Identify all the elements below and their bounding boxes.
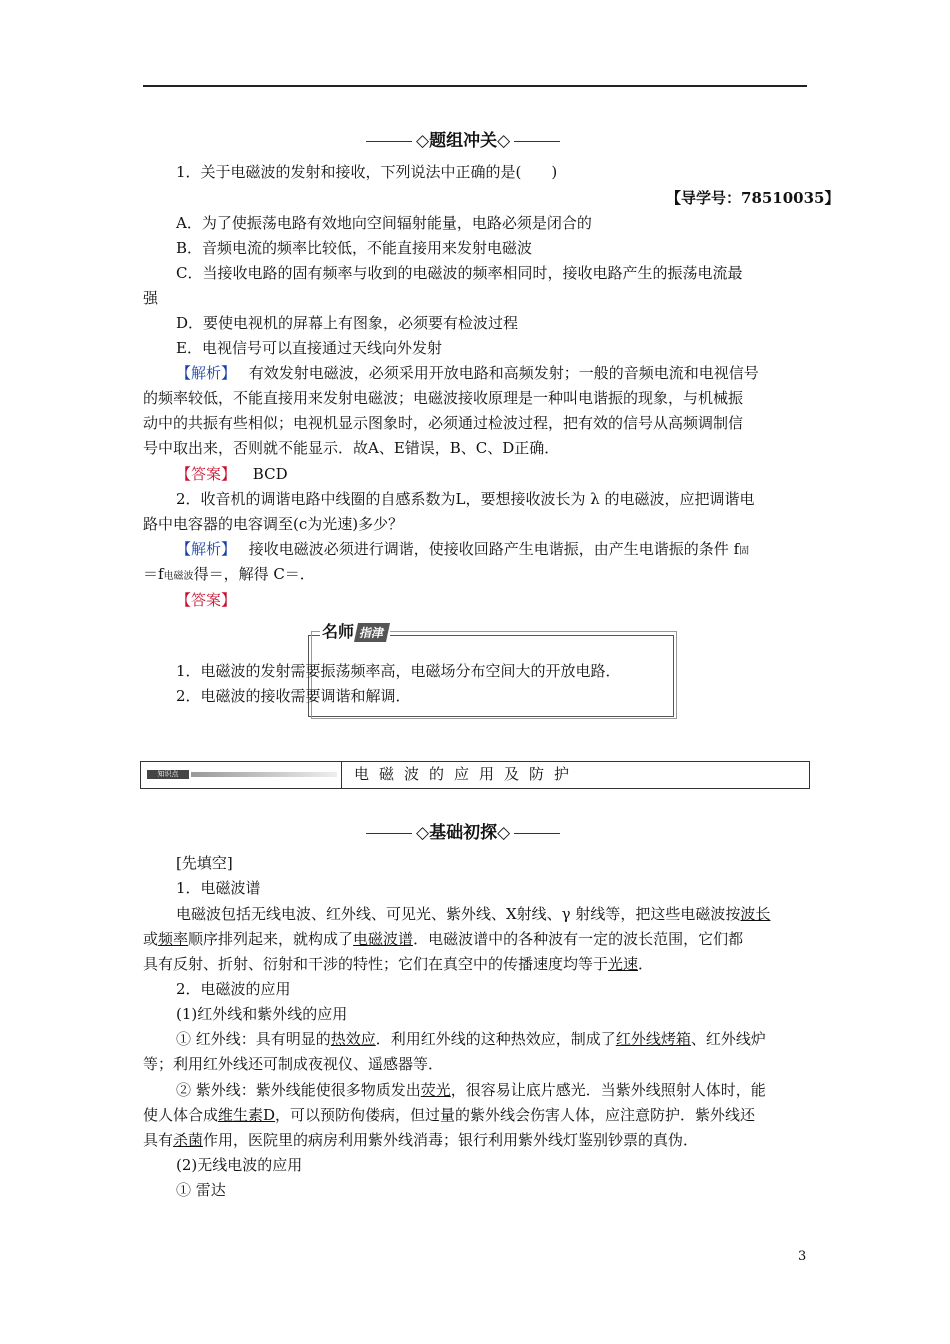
q2-analysis-line-1 xyxy=(176,539,749,562)
heading-dash-left xyxy=(366,833,412,834)
para-ir-line-2: 等；利用红外线还可制成夜视仪、遥感器等． xyxy=(143,1055,444,1073)
q1-analysis-line-1 xyxy=(176,363,759,383)
q2-analysis-line-2 xyxy=(143,564,315,587)
knowledge-point-label-area xyxy=(141,762,342,788)
blank-answer: 光速 xyxy=(608,955,639,973)
text: 、红外线炉 xyxy=(690,1030,766,1048)
q2-stem-line-2: 路中电容器的电容调至(c为光速)多少？ xyxy=(143,515,404,533)
para-uv-line-2 xyxy=(143,1105,755,1125)
q1-answer-label: 【答案】 xyxy=(176,465,237,483)
para-uv-line-3 xyxy=(143,1130,698,1150)
section-title: 题组冲关 xyxy=(429,131,498,151)
text: ． xyxy=(638,955,654,973)
q2-analysis-subscript: 固 xyxy=(739,546,750,557)
text: ，可以预防佝偻病，但过量的紫外线会伤害人体，应注意防护．紫外线还 xyxy=(275,1106,756,1124)
q1-option-e: E．电视信号可以直接通过天线向外发射 xyxy=(176,339,442,357)
q1-analysis-text: 有效发射电磁波，必须采用开放电路和高频发射；一般的音频电流和电视信号 xyxy=(248,364,759,382)
item-radar: ① 雷达 xyxy=(176,1181,226,1199)
teacher-tip-badge xyxy=(320,619,390,642)
q1-answer-value: BCD xyxy=(252,465,288,483)
blank-answer: 电磁波谱 xyxy=(353,930,414,948)
q2-stem-line-1: 2．收音机的调谐电路中线圈的自感系数为L，要想接收波长为 λ 的电磁波，应把调谐电 xyxy=(176,490,755,508)
q1-option-d: D．要使电视机的屏幕上有图象，必须要有检波过程 xyxy=(176,314,519,332)
q1-option-b: B．音频电流的频率比较低，不能直接用来发射电磁波 xyxy=(176,239,533,257)
heading-dash-right xyxy=(514,141,560,142)
q1-option-c-cont: 强 xyxy=(143,289,159,307)
text: 使人体合成 xyxy=(143,1106,219,1124)
text: 具有反射、折射、衍射和干涉的特性；它们在真空中的传播速度均等于 xyxy=(143,955,609,973)
fill-in-label: [先填空] xyxy=(176,854,233,872)
text: 作用，医院里的病房利用紫外线消毒；银行利用紫外线灯鉴别钞票的真伪． xyxy=(203,1131,699,1149)
para-ir-line-1 xyxy=(176,1029,766,1049)
q2-analysis-subscript-2: 电磁波 xyxy=(163,571,194,582)
q2-analysis-label: 【解析】 xyxy=(176,540,237,558)
heading-em-applications: 2．电磁波的应用 xyxy=(176,980,291,998)
header-rule xyxy=(143,85,807,87)
para-spectrum-line-3 xyxy=(143,954,653,974)
q1-ref-number: 【导学号：78510035】 xyxy=(666,189,840,207)
q1-analysis-line-2: 的频率较低，不能直接用来发射电磁波；电磁波接收原理是一种叫电谐振的现象，与机械振 xyxy=(143,389,744,407)
text: 顺序排列起来，就构成了 xyxy=(188,930,354,948)
heading-ir-uv: (1)红外线和紫外线的应用 xyxy=(176,1005,348,1023)
blank-answer: 热效应 xyxy=(330,1030,376,1048)
blank-answer: 荧光 xyxy=(420,1081,451,1099)
section-heading-basics: ◇基础初探◇ xyxy=(362,818,564,843)
heading-dash-left xyxy=(366,141,412,142)
tip-item-1: 1．电磁波的发射需要振荡频率高，电磁场分布空间大的开放电路． xyxy=(176,662,621,680)
q1-analysis-label: 【解析】 xyxy=(176,364,237,382)
text: 或 xyxy=(143,930,159,948)
text: 具有 xyxy=(143,1131,174,1149)
para-spectrum-line-1 xyxy=(176,904,770,924)
section-title: 基础初探 xyxy=(429,823,498,843)
text: ① 红外线：具有明显的 xyxy=(176,1030,331,1048)
q2-analysis-text-2b: 得＝，解得 C＝． xyxy=(193,565,315,583)
q2-answer-label: 【答案】 xyxy=(176,591,237,609)
q1-option-c: C．当接收电路的固有频率与收到的电磁波的频率相同时，接收电路产生的振荡电流最 xyxy=(176,264,743,282)
knowledge-point-title: 电磁波的应用及防护 xyxy=(354,765,580,783)
blank-answer: 杀菌 xyxy=(173,1131,204,1149)
tip-item-2: 2．电磁波的接收需要调谐和解调． xyxy=(176,687,411,705)
heading-em-spectrum: 1．电磁波谱 xyxy=(176,879,261,897)
knowledge-point-bar xyxy=(140,761,810,789)
text: ．电磁波谱中的各种波有一定的波长范围，它们都 xyxy=(413,930,744,948)
section-heading-exercises: ◇题组冲关◇ xyxy=(362,126,564,151)
text: 电磁波包括无线电波、红外线、可见光、紫外线、X射线、γ 射线等，把这些电磁波按 xyxy=(176,905,741,923)
tip-badge-main: 名师 xyxy=(322,622,355,641)
text: ，很容易让底片感光．当紫外线照射人体时，能 xyxy=(450,1081,766,1099)
blank-answer: 维生素D xyxy=(218,1106,276,1124)
tip-badge-accent: 指津 xyxy=(354,623,390,642)
heading-radio-applications: (2)无线电波的应用 xyxy=(176,1156,303,1174)
knowledge-point-tag: 知识点 xyxy=(147,770,189,779)
q1-answer xyxy=(176,464,288,484)
para-uv-line-1 xyxy=(176,1080,766,1100)
blank-answer: 波长 xyxy=(740,905,771,923)
blank-answer: 红外线烤箱 xyxy=(615,1030,691,1048)
page-number: 3 xyxy=(798,1249,807,1264)
text: ② 紫外线：紫外线能使很多物质发出 xyxy=(176,1081,421,1099)
text: ．利用红外线的这种热效应，制成了 xyxy=(375,1030,616,1048)
q1-analysis-line-4: 号中取出来，否则就不能显示．故A、E错误，B、C、D正确． xyxy=(143,439,560,457)
q2-analysis-text: 接收电磁波必须进行调谐，使接收回路产生电谐振，由产生电谐振的条件 f xyxy=(248,540,740,558)
heading-dash-right xyxy=(514,833,560,834)
q1-option-a: A．为了使振荡电路有效地向空间辐射能量，电路必须是闭合的 xyxy=(176,214,592,232)
q1-stem: 1．关于电磁波的发射和接收，下列说法中正确的是( ) xyxy=(176,163,558,181)
q1-analysis-line-3: 动中的共振有些相似；电视机显示图象时，必须通过检波过程，把有效的信号从高频调制信 xyxy=(143,414,744,432)
knowledge-point-gradient xyxy=(191,772,337,777)
q2-analysis-text-2a: ＝f xyxy=(143,565,164,583)
para-spectrum-line-2 xyxy=(143,929,743,949)
blank-answer: 频率 xyxy=(158,930,189,948)
